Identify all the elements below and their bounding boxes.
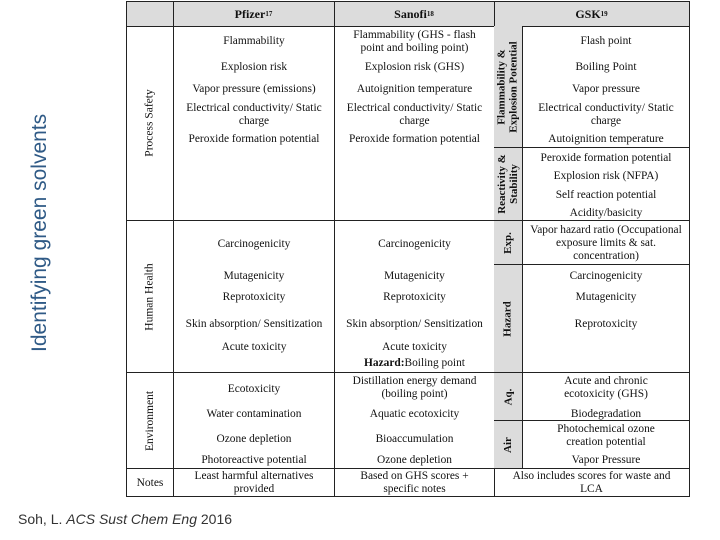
- band-human-health-label: Human Health: [144, 262, 157, 331]
- sanofi-hh-item: Carcinogenicity: [378, 237, 451, 250]
- band-process-safety-label: Process Safety: [144, 89, 157, 157]
- pfizer-hh-item: Acute toxicity: [221, 340, 287, 353]
- subband-stability-label: Stability: [508, 164, 520, 204]
- pfizer-hh-item: Reprotoxicity: [222, 290, 286, 303]
- citation-journal: ACS Sust Chem Eng: [66, 511, 197, 527]
- gsk-react-item: Peroxide formation potential: [540, 151, 672, 164]
- gsk-notes: Also includes scores for waste and LCA: [512, 469, 671, 495]
- gsk-flam-item: Flash point: [580, 34, 632, 47]
- pfizer-env-item: Water contamination: [206, 407, 302, 420]
- gsk-exp-item: Vapor hazard ratio (Occupational exposure limits & sat. concentration): [530, 223, 682, 262]
- subband-aquatic-label: Aq.: [502, 388, 514, 405]
- sanofi-ps-item: Peroxide formation potential: [349, 132, 480, 145]
- header-pfizer: [173, 2, 334, 27]
- header-gsk: [494, 2, 689, 27]
- band-environment: [127, 373, 173, 468]
- pfizer-env-item: Ozone depletion: [216, 432, 292, 445]
- header-corner: [127, 2, 173, 27]
- band-notes: Notes: [136, 476, 164, 489]
- band-process-safety: [127, 26, 173, 220]
- header-gsk-ref: 19: [600, 10, 608, 18]
- header-pfizer-label: Pfizer: [234, 6, 266, 21]
- gsk-air-item: Photochemical ozone creation potential: [557, 423, 655, 448]
- gsk-flam-item: Boiling Point: [575, 60, 637, 73]
- gsk-flam-item: Electrical conductivity/ Static charge: [538, 102, 674, 127]
- subband-exposure: [494, 221, 522, 264]
- sanofi-env-item: Distillation energy demand (boiling point): [352, 375, 477, 400]
- pfizer-ps-item: Peroxide formation potential: [188, 132, 320, 145]
- pfizer-notes: Least harmful alternatives provided: [194, 469, 314, 495]
- gsk-hazard-item: Carcinogenicity: [569, 269, 643, 282]
- band-human-health: [127, 221, 173, 372]
- sanofi-hazard-value: Boiling point: [404, 356, 465, 369]
- sanofi-column: [335, 26, 494, 496]
- pfizer-env-item: Ecotoxicity: [227, 382, 281, 395]
- pfizer-ps-item: Vapor pressure (emissions): [192, 82, 316, 95]
- gsk-hazard-item: Reprotoxicity: [574, 317, 638, 330]
- gsk-aq-item: Acute and chronic ecotoxicity (GHS): [564, 375, 648, 400]
- pfizer-hh-item: Carcinogenicity: [217, 237, 291, 250]
- sanofi-hh-hazard: [335, 354, 494, 372]
- subband-flammability-label: Flammability &: [496, 48, 508, 125]
- sanofi-env-item: Bioaccumulation: [375, 432, 454, 445]
- pfizer-hh-item: Skin absorption/ Sensitization: [185, 317, 323, 330]
- subband-reactivity-stability: [494, 148, 522, 220]
- header-sanofi: [334, 2, 494, 27]
- gsk-column: [523, 26, 689, 496]
- sanofi-hh-item: Mutagenicity: [384, 269, 445, 282]
- subband-hazard-label: Hazard: [502, 300, 515, 337]
- sanofi-hh-item: Reprotoxicity: [383, 290, 446, 303]
- sanofi-ps-item: Autoignition temperature: [356, 82, 473, 95]
- header-pfizer-ref: 17: [265, 10, 273, 18]
- pfizer-ps-item: Explosion risk: [220, 60, 288, 73]
- subband-hazard: [494, 265, 522, 372]
- header-sanofi-label: Sanofi: [394, 6, 427, 21]
- gsk-react-item: Self reaction potential: [555, 188, 657, 201]
- sanofi-hh-item: Skin absorption/ Sensitization: [346, 317, 483, 330]
- sanofi-env-item: Ozone depletion: [377, 453, 452, 466]
- header-gsk-label: GSK: [575, 6, 601, 21]
- subband-aquatic: [494, 373, 522, 420]
- gsk-hazard-item: Mutagenicity: [575, 290, 637, 303]
- subband-air-label: Air: [501, 436, 514, 453]
- header-sanofi-ref: 18: [426, 10, 434, 18]
- sanofi-ps-item: Flammability (GHS - flash point and boiling point): [353, 29, 476, 54]
- pfizer-hh-item: Mutagenicity: [223, 269, 285, 282]
- subband-flammability-explosion: [494, 26, 522, 147]
- citation-year: 2016: [197, 511, 233, 527]
- sanofi-hh-item: Acute toxicity: [382, 340, 447, 353]
- subband-reactivity-label: Reactivity &: [496, 154, 508, 214]
- gsk-flam-item: Autoignition temperature: [548, 132, 664, 145]
- gsk-react-item: Acidity/basicity: [569, 206, 643, 219]
- sanofi-notes: Based on GHS scores + specific notes: [360, 469, 469, 495]
- sanofi-env-item: Aquatic ecotoxicity: [369, 407, 460, 420]
- subband-explosion-label: Explosion Potential: [508, 40, 520, 133]
- pfizer-column: [174, 26, 334, 496]
- citation-author: Soh, L.: [18, 511, 67, 527]
- solvent-guide-comparison-table: [126, 1, 690, 497]
- pfizer-ps-item: Flammability: [223, 34, 285, 47]
- subband-air: [494, 421, 522, 468]
- gsk-air-item: Vapor Pressure: [571, 453, 641, 466]
- sanofi-ps-item: Electrical conductivity/ Static charge: [346, 102, 483, 127]
- subband-exposure-label: Exp.: [502, 231, 514, 254]
- pfizer-env-item: Photoreactive potential: [201, 453, 307, 466]
- slide-side-title: Identifying green solvents: [28, 113, 51, 352]
- pfizer-ps-item: Electrical conductivity/ Static charge: [186, 102, 322, 127]
- sanofi-ps-item: Explosion risk (GHS): [364, 60, 465, 73]
- gsk-react-item: Explosion risk (NFPA): [553, 169, 659, 182]
- citation: [18, 511, 232, 527]
- band-environment-label: Environment: [144, 390, 157, 451]
- gsk-flam-item: Vapor pressure: [571, 82, 640, 95]
- gsk-aq-item: Biodegradation: [570, 407, 642, 420]
- sanofi-hazard-label: Hazard:: [364, 356, 405, 369]
